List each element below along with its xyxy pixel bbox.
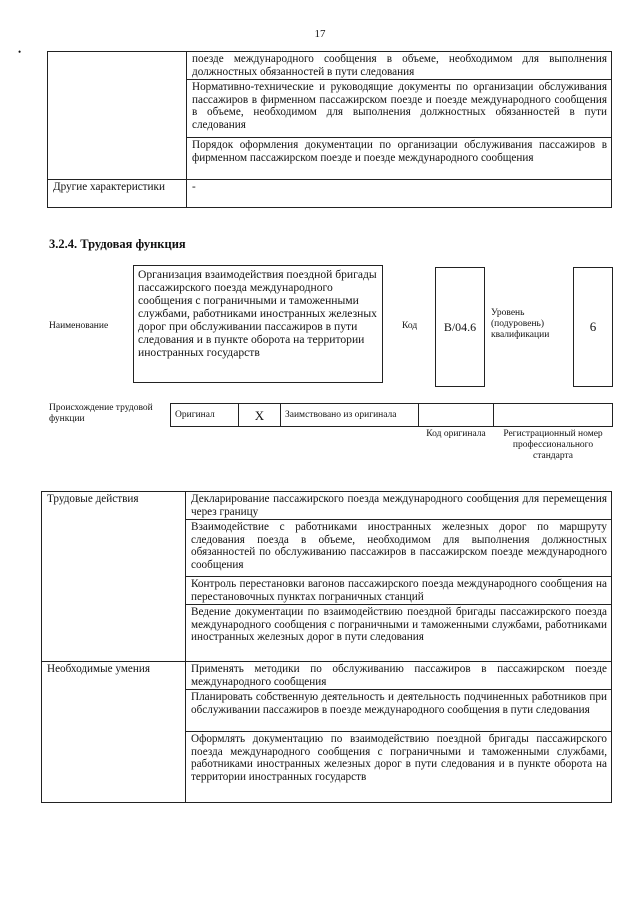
original-code-caption: Код оригинала bbox=[426, 429, 486, 439]
function-name-box: Организация взаимодействия поездной бригады пассажирского поезда международного сообщения с пограничными и таможенными службами, работниками иностранных железных дорог при обслуживании пассажиров в пути следования и в пункте оборота на территории иностранных государств bbox=[133, 265, 383, 383]
other-characteristics-label: Другие характеристики bbox=[48, 180, 187, 208]
table-label-cell bbox=[48, 52, 187, 180]
labor-actions-table bbox=[41, 491, 612, 803]
name-label: Наименование bbox=[49, 321, 109, 331]
knowledge-item: поезде международного сообщения в объеме, необходимом для выполнения должностных обязанностей в пути следования bbox=[187, 52, 612, 80]
page-number: 17 bbox=[314, 28, 326, 40]
original-code-cell bbox=[419, 404, 494, 427]
code-value-box: B/04.6 bbox=[435, 267, 485, 387]
skill-item: Применять методики по обслуживанию пассажиров в пассажирском поезде международного сообщения bbox=[186, 662, 612, 690]
labor-action-item: Взаимодействие с работниками иностранных железных дорог по маршруту следования поезда в объеме, необходимом для выполнения должностных обязанностей по обслуживанию пассажиров в пассажирском поезде международного сообщения bbox=[186, 520, 612, 577]
code-label: Код bbox=[402, 321, 418, 331]
group-label-required-skills: Необходимые умения bbox=[42, 662, 186, 803]
registration-number-caption: Регистрационный номер профессионального стандарта bbox=[503, 429, 603, 461]
borrowed-label: Заимствовано из оригинала bbox=[281, 404, 419, 427]
knowledge-item: Порядок оформления документации по организации обслуживания пассажиров в фирменном пассажирском поезде и поезде международного сообщения bbox=[187, 138, 612, 180]
level-value-box: 6 bbox=[573, 267, 613, 387]
level-label: Уровень (подуровень) квалификации bbox=[491, 308, 550, 340]
skill-item: Оформлять документацию по взаимодействию поездной бригады пассажирского поезда международного сообщения с пограничными и таможенными службами, работниками иностранных железных дорог в пути следования и в пункте оборота на территории иностранных государств bbox=[186, 732, 612, 803]
knowledge-item: Нормативно-технические и руководящие документы по организации обслуживания пассажиров в фирменном пассажирском поезде и поезде международного сообщения в объеме, необходимом для выполнения должностных обязанностей в пути следования bbox=[187, 80, 612, 138]
original-mark: X bbox=[239, 404, 281, 427]
labor-action-item: Декларирование пассажирского поезда международного сообщения для перемещения через границу bbox=[186, 492, 612, 520]
group-label-labor-actions: Трудовые действия bbox=[42, 492, 186, 662]
labor-action-item: Ведение документации по взаимодействию поездной бригады пассажирского поезда международного сообщения с пограничными и таможенными службами, работниками иностранных железных дорог в пути следования bbox=[186, 605, 612, 662]
registration-number-cell bbox=[494, 404, 613, 427]
knowledge-table-continuation bbox=[47, 51, 612, 208]
origin-table bbox=[170, 403, 613, 427]
original-label: Оригинал bbox=[171, 404, 239, 427]
other-characteristics-value: - bbox=[187, 180, 612, 208]
skill-item: Планировать собственную деятельность и деятельность подчиненных работников при обслуживании пассажиров в поезде международного сообщения в пути следования bbox=[186, 690, 612, 732]
labor-action-item: Контроль перестановки вагонов пассажирского поезда международного сообщения на перестановочных пунктах пограничных станций bbox=[186, 577, 612, 605]
section-title: 3.2.4. Трудовая функция bbox=[49, 237, 186, 251]
origin-label: Происхождение трудовой функции bbox=[49, 403, 153, 424]
scan-mark: • bbox=[18, 47, 22, 57]
